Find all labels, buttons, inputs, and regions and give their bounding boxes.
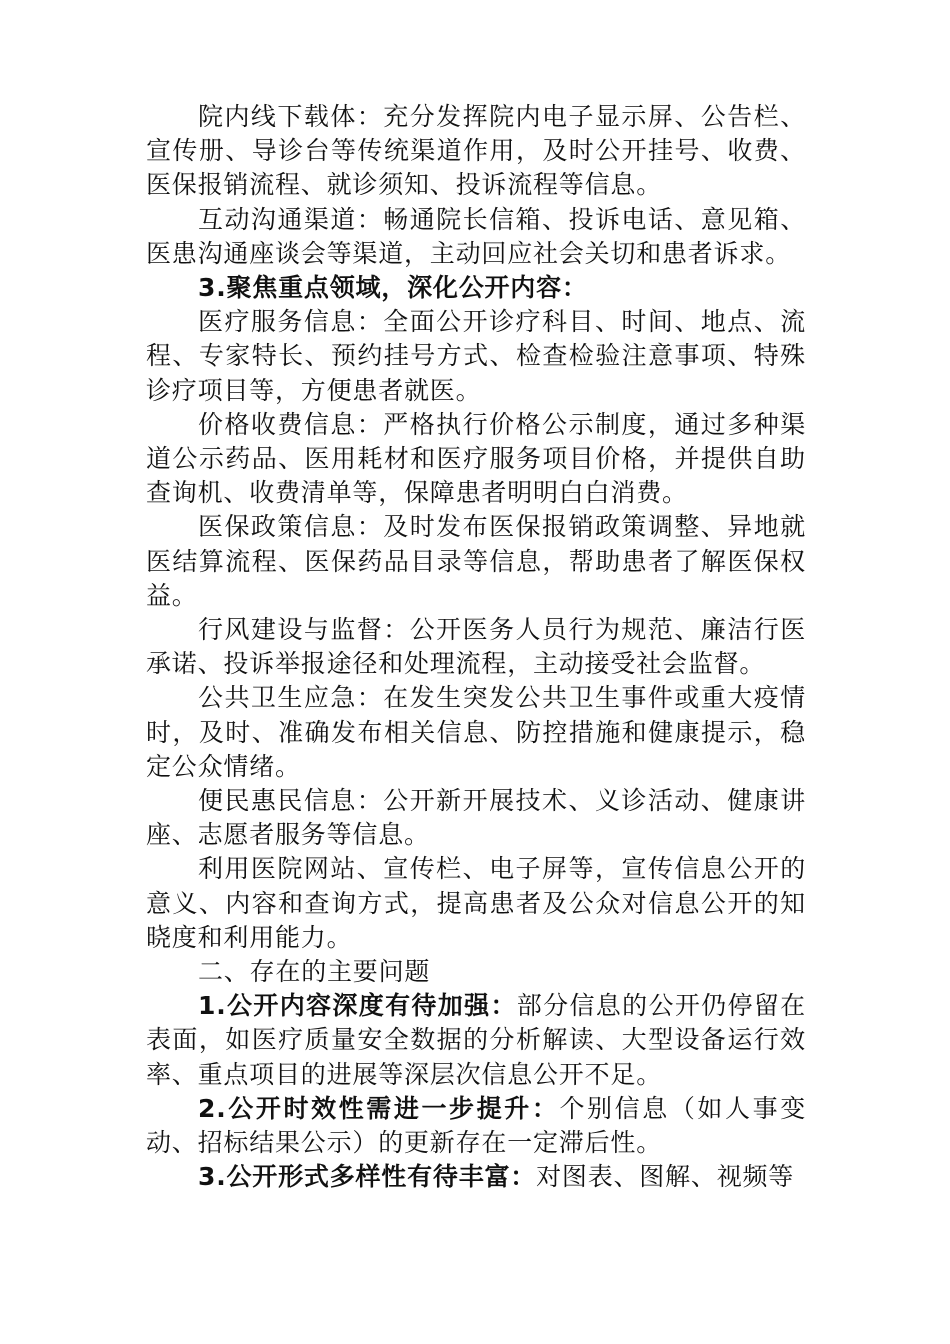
paragraph-medical-service-info: 医疗服务信息：全面公开诊疗科目、时间、地点、流程、专家特长、预约挂号方式、检查检验注意事项、特殊诊疗项目等，方便患者就医。 [146,307,806,405]
section-heading-key-areas: 3.聚焦重点领域，深化公开内容： [198,273,588,303]
paragraph-convenience-info: 便民惠民信息：公开新开展技术、义诊活动、健康讲座、志愿者服务等信息。 [146,786,806,850]
paragraph-price-info: 价格收费信息：严格执行价格公示制度，通过多种渠道公示药品、医用耗材和医疗服务项目价格，并提供自助查询机、收费清单等，保障患者明明白白消费。 [146,409,806,508]
paragraph-problem-depth [146,989,806,1092]
problem-depth-lead: 1.公开内容深度有待加强： [198,991,517,1021]
paragraph-insurance-info: 医保政策信息：及时发布医保报销政策调整、异地就医结算流程、医保药品目录等信息，帮助患者了解医保权益。 [146,512,806,610]
problem-timeliness-lead: 2.公开时效性需进一步提升： [198,1093,560,1123]
paragraph-publicity: 利用医院网站、宣传栏、电子屏等，宣传信息公开的意义、内容和查询方式，提高患者及公众对信息公开的知晓度和利用能力。 [146,854,806,952]
document-page [146,100,806,1195]
problem-diversity-lead: 3.公开形式多样性有待丰富： [198,1162,537,1192]
paragraph-interactive-channels: 互动沟通渠道：畅通院长信箱、投诉电话、意见箱、医患沟通座谈会等渠道，主动回应社会关切和患者诉求。 [146,204,806,268]
paragraph-problem-diversity [146,1160,806,1194]
problem-depth-text: 部分信息的公开仍停留在表面，如医疗质量安全数据的分析解读、大型设备运行效率、重点项目的进展等深层次信息公开不足。 [146,991,806,1089]
paragraph-problem-timeliness [146,1092,806,1160]
paragraph-conduct-supervision: 行风建设与监督：公开医务人员行为规范、廉洁行医承诺、投诉举报途径和处理流程，主动接受社会监督。 [146,615,806,679]
paragraph-offline-channels: 院内线下载体：充分发挥院内电子显示屏、公告栏、宣传册、导诊台等传统渠道作用，及时公开挂号、收费、医保报销流程、就诊须知、投诉流程等信息。 [146,102,806,200]
section-heading-main-problems: 二、存在的主要问题 [198,957,431,987]
problem-timeliness-text: 个别信息（如人事变动、招标结果公示）的更新存在一定滞后性。 [146,1093,807,1158]
paragraph-public-health-emergency: 公共卫生应急：在发生突发公共卫生事件或重大疫情时，及时、准确发布相关信息、防控措施和健康提示，稳定公众情绪。 [146,683,806,781]
problem-diversity-text: 对图表、图解、视频等 [536,1162,795,1192]
